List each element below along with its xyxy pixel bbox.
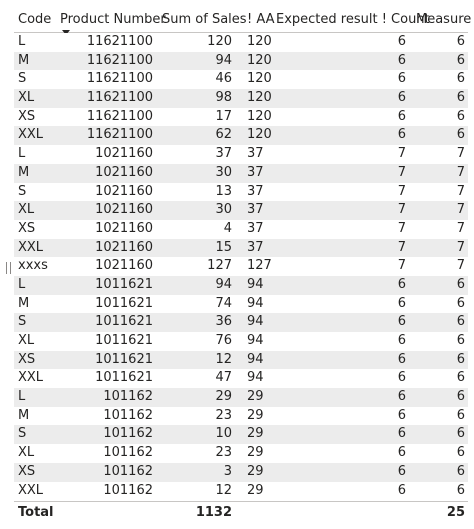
cell-sum-of-sales: 120	[207, 34, 232, 49]
table-row[interactable]	[14, 463, 468, 482]
cell-aa: 37	[247, 239, 264, 255]
cell-product-number: 101162	[103, 482, 153, 498]
cell-code: M	[18, 407, 30, 423]
cell-aa: 94	[247, 351, 264, 367]
cell-aa: 29	[247, 445, 264, 461]
resize-handle-icon[interactable]	[6, 262, 11, 274]
cell-expected-result-count: 6	[397, 370, 406, 386]
cell-aa: 120	[247, 90, 272, 106]
cell-aa: 29	[247, 426, 264, 442]
table-body	[14, 33, 468, 500]
cell-sum-of-sales: 23	[215, 407, 232, 423]
cell-aa: 29	[247, 389, 264, 405]
table-row[interactable]	[14, 239, 468, 258]
cell-expected-result-count: 7	[397, 164, 406, 180]
cell-expected-result-count: 6	[397, 463, 406, 479]
table-row[interactable]	[14, 220, 468, 239]
cell-aa: 37	[247, 183, 264, 199]
table-row[interactable]	[14, 332, 468, 351]
cell-sum-of-sales: 3	[223, 463, 232, 479]
cell-expected-result-count: 7	[397, 183, 406, 199]
table-row[interactable]	[14, 201, 468, 220]
cell-aa: 29	[247, 463, 264, 479]
cell-code: M	[18, 295, 30, 311]
cell-code: S	[18, 183, 27, 199]
table-row[interactable]	[14, 164, 468, 183]
cell-code: XS	[18, 463, 36, 479]
cell-expected-result-count: 6	[397, 127, 406, 143]
table-visual	[14, 8, 472, 524]
cell-expected-result-count: 6	[397, 90, 406, 106]
cell-sum-of-sales: 13	[215, 183, 232, 199]
cell-product-number: 1021160	[95, 239, 153, 255]
cell-measure: 7	[456, 258, 465, 274]
cell-measure: 6	[456, 407, 465, 423]
column-header-measure[interactable]: Measure	[416, 12, 472, 27]
table-row[interactable]	[14, 145, 468, 164]
cell-expected-result-count: 7	[397, 239, 406, 255]
cell-aa: 120	[247, 71, 272, 87]
cell-measure: 6	[456, 108, 465, 124]
column-header-expected-result-count[interactable]: Expected result ! Count	[276, 12, 430, 27]
cell-sum-of-sales: 46	[215, 71, 232, 87]
cell-sum-of-sales: 127	[207, 258, 232, 274]
cell-expected-result-count: 6	[397, 389, 406, 405]
cell-sum-of-sales: 12	[215, 482, 232, 498]
cell-measure: 7	[456, 183, 465, 199]
cell-expected-result-count: 6	[397, 351, 406, 367]
cell-measure: 7	[456, 239, 465, 255]
cell-sum-of-sales: 76	[215, 333, 232, 348]
cell-product-number: 11621100	[86, 108, 153, 124]
total-sum-of-sales: 1132	[195, 505, 232, 521]
cell-product-number: 11621100	[86, 34, 153, 49]
cell-product-number: 11621100	[86, 71, 153, 87]
table-row[interactable]	[14, 257, 468, 276]
table-row[interactable]	[14, 52, 468, 71]
cell-sum-of-sales: 98	[215, 90, 232, 106]
cell-code: L	[18, 34, 26, 49]
cell-product-number: 101162	[103, 407, 153, 423]
cell-aa: 37	[247, 220, 264, 236]
cell-expected-result-count: 6	[397, 482, 406, 498]
table-row[interactable]	[14, 276, 468, 295]
cell-aa: 120	[247, 127, 272, 143]
cell-expected-result-count: 6	[397, 52, 406, 68]
cell-product-number: 1011621	[95, 314, 153, 330]
cell-product-number: 11621100	[86, 52, 153, 68]
cell-measure: 6	[456, 295, 465, 311]
cell-sum-of-sales: 74	[215, 295, 232, 311]
cell-aa: 120	[247, 52, 272, 68]
cell-sum-of-sales: 30	[215, 202, 232, 218]
cell-measure: 6	[456, 34, 465, 49]
cell-sum-of-sales: 23	[215, 445, 232, 461]
total-label: Total	[18, 505, 54, 521]
table-row[interactable]	[14, 89, 468, 108]
table-row[interactable]	[14, 425, 468, 444]
cell-product-number: 11621100	[86, 90, 153, 106]
cell-code: xxxs	[18, 258, 48, 274]
cell-product-number: 1011621	[95, 370, 153, 386]
cell-product-number: 1011621	[95, 333, 153, 348]
table-row[interactable]	[14, 351, 468, 370]
column-header-sum-of-sales[interactable]: Sum of Sales	[162, 12, 247, 27]
cell-measure: 6	[456, 90, 465, 106]
cell-code: S	[18, 426, 27, 442]
cell-expected-result-count: 6	[397, 295, 406, 311]
cell-code: XS	[18, 220, 36, 236]
column-header-product-number[interactable]: Product Number	[60, 12, 166, 27]
cell-expected-result-count: 6	[397, 34, 406, 49]
cell-code: XS	[18, 108, 36, 124]
table-total-row	[14, 501, 468, 524]
total-measure: 25	[446, 505, 465, 521]
column-header-code[interactable]: Code	[18, 12, 52, 27]
cell-aa: 94	[247, 333, 264, 348]
cell-aa: 94	[247, 276, 264, 292]
table-row[interactable]	[14, 407, 468, 426]
cell-expected-result-count: 6	[397, 426, 406, 442]
cell-code: XL	[18, 90, 35, 106]
cell-measure: 6	[456, 389, 465, 405]
cell-sum-of-sales: 94	[215, 52, 232, 68]
cell-code: L	[18, 146, 26, 162]
cell-product-number: 101162	[103, 426, 153, 442]
cell-expected-result-count: 7	[397, 202, 406, 218]
cell-measure: 6	[456, 445, 465, 461]
cell-measure: 6	[456, 276, 465, 292]
cell-code: XL	[18, 333, 35, 348]
cell-code: M	[18, 52, 30, 68]
cell-measure: 6	[456, 482, 465, 498]
cell-code: XXL	[18, 482, 44, 498]
cell-expected-result-count: 6	[397, 407, 406, 423]
cell-aa: 37	[247, 146, 264, 162]
table-row[interactable]	[14, 295, 468, 314]
cell-aa: 37	[247, 164, 264, 180]
cell-code: S	[18, 314, 27, 330]
cell-code: M	[18, 164, 30, 180]
table-row[interactable]	[14, 108, 468, 127]
table-header	[14, 8, 472, 33]
column-header-aa[interactable]: ! AA	[247, 12, 275, 27]
cell-sum-of-sales: 10	[215, 426, 232, 442]
cell-expected-result-count: 6	[397, 71, 406, 87]
cell-expected-result-count: 7	[397, 258, 406, 274]
cell-product-number: 1021160	[95, 202, 153, 218]
cell-product-number: 1021160	[95, 220, 153, 236]
cell-product-number: 11621100	[86, 127, 153, 143]
cell-aa: 37	[247, 202, 264, 218]
cell-measure: 6	[456, 127, 465, 143]
cell-product-number: 1011621	[95, 276, 153, 292]
cell-code: XL	[18, 202, 35, 218]
cell-product-number: 101162	[103, 445, 153, 461]
cell-product-number: 1011621	[95, 295, 153, 311]
cell-product-number: 1021160	[95, 258, 153, 274]
cell-expected-result-count: 7	[397, 146, 406, 162]
cell-product-number: 1021160	[95, 146, 153, 162]
cell-measure: 7	[456, 146, 465, 162]
cell-aa: 120	[247, 108, 272, 124]
cell-measure: 6	[456, 426, 465, 442]
cell-measure: 6	[456, 351, 465, 367]
cell-code: L	[18, 276, 26, 292]
cell-code: XL	[18, 445, 35, 461]
cell-aa: 127	[247, 258, 272, 274]
cell-sum-of-sales: 29	[215, 389, 232, 405]
cell-product-number: 1011621	[95, 351, 153, 367]
cell-sum-of-sales: 12	[215, 351, 232, 367]
table-row[interactable]	[14, 126, 468, 145]
table-row[interactable]	[14, 183, 468, 202]
cell-measure: 7	[456, 202, 465, 218]
cell-code: XS	[18, 351, 36, 367]
table-row[interactable]	[14, 388, 468, 407]
cell-product-number: 101162	[103, 463, 153, 479]
table-row[interactable]	[14, 33, 468, 52]
cell-product-number: 1021160	[95, 164, 153, 180]
cell-code: XXL	[18, 239, 44, 255]
cell-sum-of-sales: 4	[223, 220, 232, 236]
cell-measure: 6	[456, 52, 465, 68]
cell-measure: 6	[456, 314, 465, 330]
cell-aa: 94	[247, 295, 264, 311]
cell-measure: 6	[456, 333, 465, 348]
table-row[interactable]	[14, 70, 468, 89]
cell-measure: 6	[456, 71, 465, 87]
cell-sum-of-sales: 62	[215, 127, 232, 143]
cell-expected-result-count: 6	[397, 333, 406, 348]
cell-expected-result-count: 7	[397, 220, 406, 236]
cell-code: XXL	[18, 370, 44, 386]
cell-sum-of-sales: 36	[215, 314, 232, 330]
cell-aa: 120	[247, 34, 272, 49]
cell-measure: 7	[456, 164, 465, 180]
cell-expected-result-count: 6	[397, 108, 406, 124]
cell-sum-of-sales: 15	[215, 239, 232, 255]
table-row[interactable]	[14, 369, 468, 388]
table-row[interactable]	[14, 313, 468, 332]
cell-aa: 94	[247, 314, 264, 330]
cell-sum-of-sales: 47	[215, 370, 232, 386]
cell-product-number: 1021160	[95, 183, 153, 199]
cell-expected-result-count: 6	[397, 276, 406, 292]
cell-aa: 29	[247, 482, 264, 498]
cell-code: S	[18, 71, 27, 87]
table-row[interactable]	[14, 444, 468, 463]
cell-code: L	[18, 389, 26, 405]
cell-sum-of-sales: 30	[215, 164, 232, 180]
cell-aa: 29	[247, 407, 264, 423]
cell-code: XXL	[18, 127, 44, 143]
cell-sum-of-sales: 17	[215, 108, 232, 124]
table-row[interactable]	[14, 482, 468, 501]
cell-expected-result-count: 6	[397, 445, 406, 461]
cell-product-number: 101162	[103, 389, 153, 405]
cell-sum-of-sales: 94	[215, 276, 232, 292]
cell-sum-of-sales: 37	[215, 146, 232, 162]
cell-measure: 7	[456, 220, 465, 236]
cell-expected-result-count: 6	[397, 314, 406, 330]
cell-measure: 6	[456, 463, 465, 479]
cell-measure: 6	[456, 370, 465, 386]
cell-aa: 94	[247, 370, 264, 386]
